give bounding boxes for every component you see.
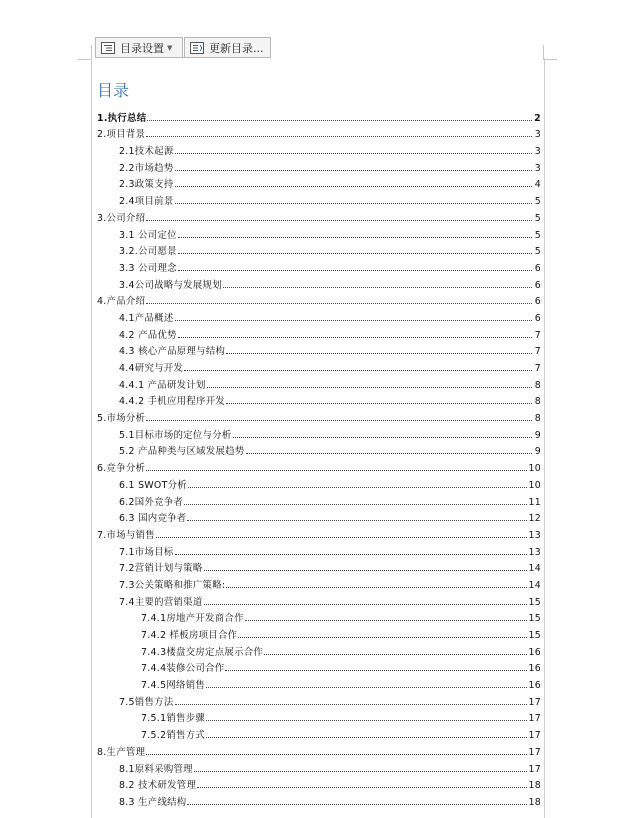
toc-entry[interactable] xyxy=(97,641,541,658)
toc-entry-page: 17 xyxy=(528,746,541,758)
toc-entry[interactable] xyxy=(97,190,541,207)
toc-entry[interactable] xyxy=(97,257,541,274)
toc-leader-dots xyxy=(175,704,528,705)
toc-leader-dots xyxy=(178,337,532,338)
toc-list xyxy=(97,107,541,808)
toc-entry-text: 3.3 公司理念 xyxy=(119,262,177,274)
toc-leader-dots xyxy=(175,170,532,171)
toc-entry[interactable] xyxy=(97,274,541,291)
toc-leader-dots xyxy=(156,537,528,538)
toc-entry-text: 8.生产管理 xyxy=(97,746,146,758)
toc-entry-page: 8 xyxy=(534,396,541,408)
toc-entry-text: 3.1 公司定位 xyxy=(119,229,177,241)
toc-leader-dots xyxy=(246,453,532,454)
toc-entry-text: 6.1 SWOT分析 xyxy=(119,479,187,491)
toc-entry-page: 9 xyxy=(534,446,541,458)
toc-entry[interactable] xyxy=(97,391,541,408)
toc-leader-dots xyxy=(225,670,527,671)
toc-entry[interactable] xyxy=(97,591,541,608)
toc-entry-text: 4.产品介绍 xyxy=(97,296,146,308)
toc-entry-text: 7.5.2销售方式 xyxy=(141,730,206,742)
toc-leader-dots xyxy=(146,303,532,304)
toc-entry[interactable] xyxy=(97,107,541,124)
toc-entry-text: 8.1原料采购管理 xyxy=(119,763,193,775)
toc-settings-button[interactable] xyxy=(95,37,183,57)
toc-entry-text: 2.3政策支持 xyxy=(119,179,174,191)
toc-entry[interactable] xyxy=(97,324,541,341)
toc-leader-dots xyxy=(178,253,532,254)
toc-entry[interactable] xyxy=(97,624,541,641)
toc-entry[interactable] xyxy=(97,558,541,575)
toc-entry-page: 18 xyxy=(528,780,541,792)
toc-entry-text: 1.执行总结 xyxy=(97,112,147,124)
toc-entry[interactable] xyxy=(97,307,541,324)
toc-entry-text: 7.4.2 样板房项目合作 xyxy=(141,630,238,641)
toc-entry[interactable] xyxy=(97,691,541,708)
toc-entry-text: 2.项目背景 xyxy=(97,129,146,141)
toc-leader-dots xyxy=(146,754,527,755)
toc-entry-text: 2.1技术起源 xyxy=(119,146,174,158)
toc-entry[interactable] xyxy=(97,224,541,241)
toc-entry-text: 4.3 核心产品原理与结构 xyxy=(119,346,226,358)
toc-entry-page: 5 xyxy=(534,229,541,241)
toc-entry-page: 12 xyxy=(528,513,541,525)
toc-leader-dots xyxy=(175,186,532,187)
toc-entry-page: 3 xyxy=(534,129,541,141)
toc-leader-dots xyxy=(194,771,528,772)
toc-leader-dots xyxy=(146,470,527,471)
toc-entry-text: 7.市场与销售 xyxy=(97,529,155,541)
toc-entry[interactable] xyxy=(97,441,541,458)
toc-entry-page: 16 xyxy=(528,663,541,675)
toc-entry-page: 6 xyxy=(534,312,541,324)
toc-entry[interactable] xyxy=(97,474,541,491)
toc-entry-text: 3.4公司战略与发展规划 xyxy=(119,279,222,291)
toc-leader-dots xyxy=(146,136,532,137)
toc-leader-dots xyxy=(175,203,532,204)
toc-entry[interactable] xyxy=(97,524,541,541)
toc-entry-page: 14 xyxy=(528,563,541,575)
toc-entry[interactable] xyxy=(97,608,541,625)
toc-entry-page: 15 xyxy=(528,613,541,625)
toc-entry[interactable] xyxy=(97,741,541,758)
toc-leader-dots xyxy=(223,287,532,288)
toc-entry-text: 2.4项目前景 xyxy=(119,196,174,208)
toc-title: 目录 xyxy=(97,81,130,100)
toc-entry[interactable] xyxy=(97,174,541,191)
toc-entry-page: 6 xyxy=(534,279,541,291)
toc-entry-page: 17 xyxy=(528,696,541,708)
toc-entry-page: 2 xyxy=(534,112,541,124)
toc-entry-text: 6.竞争分析 xyxy=(97,463,146,475)
toc-entry-text: 7.4.1房地产开发商合作 xyxy=(141,613,244,625)
toc-leader-dots xyxy=(226,353,532,354)
toc-entry-text: 2.2市场趋势 xyxy=(119,162,174,174)
toc-entry[interactable] xyxy=(97,758,541,775)
toc-leader-dots xyxy=(226,587,527,588)
toc-leader-dots xyxy=(146,420,532,421)
toc-leader-dots xyxy=(245,620,528,621)
toc-entry-page: 17 xyxy=(528,730,541,742)
toc-entry[interactable] xyxy=(97,724,541,741)
chevron-down-icon[interactable]: ▼ xyxy=(167,43,173,52)
toc-entry[interactable] xyxy=(97,491,541,508)
toc-entry-page: 7 xyxy=(534,346,541,358)
toc-leader-dots xyxy=(233,437,532,438)
toc-entry[interactable] xyxy=(97,775,541,792)
toc-leader-dots xyxy=(226,403,532,404)
toc-entry-page: 7 xyxy=(534,329,541,341)
toc-entry-page: 10 xyxy=(528,479,541,491)
toc-entry[interactable] xyxy=(97,541,541,558)
toc-entry-text: 7.1市场目标 xyxy=(119,546,174,558)
toc-entry-page: 13 xyxy=(528,529,541,541)
toc-leader-dots xyxy=(206,720,527,721)
toc-entry[interactable] xyxy=(97,207,541,224)
toc-entry[interactable] xyxy=(97,124,541,141)
toc-leader-dots xyxy=(175,320,532,321)
toolbar-divider xyxy=(95,57,271,58)
toc-entry-text: 7.4.5网络销售 xyxy=(141,680,206,692)
toc-leader-dots xyxy=(175,153,532,154)
page-corner-mark-left xyxy=(78,45,92,60)
toc-entry[interactable] xyxy=(97,574,541,591)
toc-leader-dots xyxy=(187,804,527,805)
toc-entry-text: 5.2 产品种类与区域发展趋势 xyxy=(119,446,245,458)
update-toc-label: 更新目录... xyxy=(209,41,264,55)
toc-leader-dots xyxy=(147,120,532,121)
toc-entry[interactable] xyxy=(97,708,541,725)
toc-entry-text: 7.2营销计划与策略 xyxy=(119,563,203,575)
toc-leader-dots xyxy=(188,487,528,488)
toc-leader-dots xyxy=(175,554,528,555)
toc-leader-dots xyxy=(187,520,527,521)
toc-entry[interactable] xyxy=(97,424,541,441)
toc-leader-dots xyxy=(207,387,532,388)
toc-entry[interactable] xyxy=(97,508,541,525)
toc-entry-text: 8.3 生产线结构 xyxy=(119,796,187,808)
toc-entry-text: 3.2.公司愿景 xyxy=(119,246,177,258)
toc-leader-dots xyxy=(146,220,532,221)
toc-entry-page: 5 xyxy=(534,212,541,224)
toc-entry-page: 17 xyxy=(528,713,541,725)
toc-leader-dots xyxy=(204,570,528,571)
toc-entry-page: 15 xyxy=(528,596,541,608)
page-corner-mark-right xyxy=(543,45,557,60)
toc-leader-dots xyxy=(184,504,527,505)
toc-entry-text: 4.4研究与开发 xyxy=(119,363,184,374)
toc-entry-page: 18 xyxy=(528,796,541,808)
toc-entry-text: 4.1产品概述 xyxy=(119,312,174,324)
toc-entry[interactable] xyxy=(97,140,541,157)
toc-entry-page: 16 xyxy=(528,680,541,692)
toc-entry-text: 6.2国外竞争者 xyxy=(119,496,184,508)
toc-entry-text: 6.3 国内竞争者 xyxy=(119,513,187,525)
toc-leader-dots xyxy=(238,637,527,638)
toc-entry[interactable] xyxy=(97,341,541,358)
toc-entry-text: 7.5.1销售步骤 xyxy=(141,713,206,725)
toc-entry-page: 5 xyxy=(534,196,541,208)
toc-entry-page: 13 xyxy=(528,546,541,558)
toc-entry-page: 8 xyxy=(534,413,541,425)
toc-entry-text: 5.市场分析 xyxy=(97,413,146,425)
toc-entry-text: 7.4.3楼盘交房定点展示合作 xyxy=(141,646,264,658)
toc-entry-page: 6 xyxy=(534,262,541,274)
toc-entry-page: 10 xyxy=(528,463,541,475)
toc-entry-page: 7 xyxy=(534,363,541,374)
toc-leader-dots xyxy=(204,604,528,605)
toc-entry[interactable] xyxy=(97,374,541,391)
toc-entry[interactable] xyxy=(97,407,541,424)
toc-entry-page: 8 xyxy=(534,379,541,391)
update-toc-icon xyxy=(190,42,204,54)
toc-settings-label: 目录设置 xyxy=(120,41,164,55)
toc-entry-page: 14 xyxy=(528,579,541,591)
toc-entry-text: 7.3公关策略和推广策略: xyxy=(119,579,226,591)
toc-entry[interactable] xyxy=(97,791,541,808)
toc-entry[interactable] xyxy=(97,157,541,174)
toc-leader-dots xyxy=(197,787,527,788)
toc-entry[interactable] xyxy=(97,658,541,675)
toc-entry-text: 7.4主要的营销渠道 xyxy=(119,596,203,608)
toc-entry-page: 16 xyxy=(528,646,541,658)
toc-entry-page: 15 xyxy=(528,630,541,641)
toc-entry-text: 3.公司介绍 xyxy=(97,212,146,224)
toc-leader-dots xyxy=(264,654,527,655)
toc-entry-page: 17 xyxy=(528,763,541,775)
toc-list-icon xyxy=(101,42,115,54)
toc-leader-dots xyxy=(184,370,532,371)
toc-entry-page: 3 xyxy=(534,146,541,158)
toc-entry-text: 8.2 技术研发管理 xyxy=(119,780,197,792)
toc-entry-page: 4 xyxy=(534,179,541,191)
toc-entry-page: 6 xyxy=(534,296,541,308)
toc-entry[interactable] xyxy=(97,241,541,258)
toc-entry-text: 4.4.1 产品研发计划 xyxy=(119,379,206,391)
toc-leader-dots xyxy=(206,737,527,738)
toc-entry[interactable] xyxy=(97,457,541,474)
toc-entry-text: 7.4.4装修公司合作 xyxy=(141,663,225,675)
toc-entry-text: 4.4.2 手机应用程序开发 xyxy=(119,396,226,408)
toc-entry-text: 4.2 产品优势 xyxy=(119,329,177,341)
update-toc-button[interactable] xyxy=(184,37,271,57)
toc-entry-page: 11 xyxy=(528,496,541,508)
toc-entry-page: 9 xyxy=(534,429,541,441)
toc-entry[interactable] xyxy=(97,357,541,374)
toc-entry-text: 5.1目标市场的定位与分析 xyxy=(119,429,232,441)
toc-leader-dots xyxy=(206,687,527,688)
toc-entry[interactable] xyxy=(97,674,541,691)
toc-entry-page: 3 xyxy=(534,162,541,174)
toc-entry[interactable] xyxy=(97,291,541,308)
toc-leader-dots xyxy=(178,237,532,238)
toc-entry-text: 7.5销售方法 xyxy=(119,696,174,708)
toc-leader-dots xyxy=(178,270,532,271)
toc-entry-page: 5 xyxy=(534,246,541,258)
